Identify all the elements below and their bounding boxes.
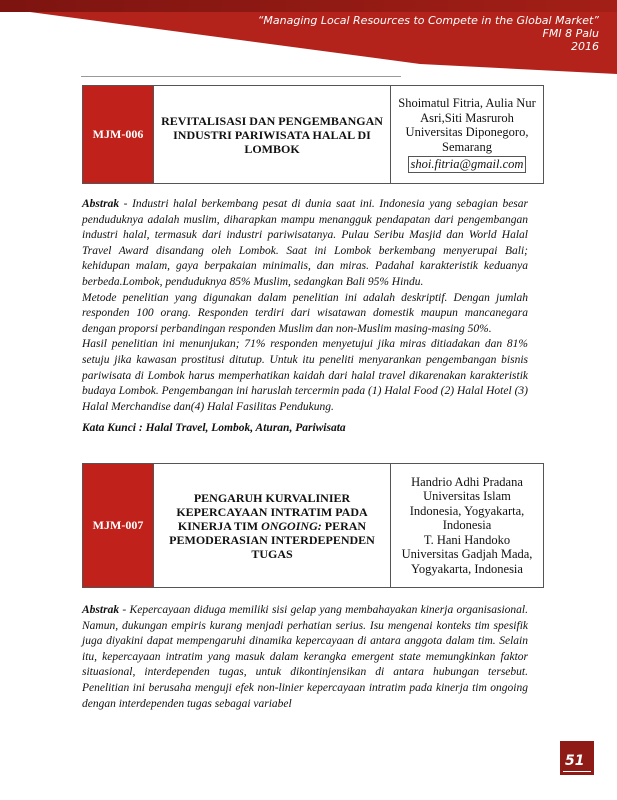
author-affiliation: Universitas Gadjah Mada, Yogyakarta, Indonesia [401,547,533,576]
page-number-badge [560,741,594,775]
conference-header [258,14,599,53]
paper-info-table-mjm-006 [82,85,544,184]
author-affiliation: Universitas Islam Indonesia, Yogyakarta, Indonesia [409,489,525,533]
paper-code: MJM-007 [83,464,154,588]
paper-info-table-mjm-007 [82,463,544,588]
author-affiliation: Universitas Diponegoro, Semarang [405,125,529,154]
abstract-mjm-006 [82,197,528,415]
abstract-label: Abstrak [82,198,120,210]
author-name: Handrio Adhi Pradana [411,474,523,489]
paper-authors [391,464,544,588]
conference-event: FMI 8 Palu [542,27,599,40]
author-names: Shoimatul Fitria, Aulia Nur Asri,Siti Masruroh [398,96,536,125]
author-name: T. Hani Handoko [423,532,511,547]
paper-title: REVITALISASI DAN PENGEMBANGAN INDUSTRI PARIWISATA HALAL DI LOMBOK [154,86,391,184]
abstract-paragraph: - Kepercayaan diduga memiliki sisi gelap yang membahayakan kinerja organisasional. Namun, dukungan empiris kurang menjadi perhatian serius. Isu mengenai konteks tim spesifik juga diyakini dapat mempengaruhi dinamika kepercayaan di antara anggota dalam tim. Selain itu, kepercayaan intratim yang masuk dalam kerangka emergent state memungkinkan faktor situasional, interdependen tugas, untuk dikontinjensikan di antara hubungan tersebut. Penelitian ini berusaha menguji efek non-linier kepercayaan intratim pada kinerja tim ongoing dengan interdependen tugas sebagai variabel [82,604,528,710]
header-banner-strip [0,0,617,12]
conference-year: 2016 [571,40,599,53]
header-rule [81,76,401,77]
abstract-paragraph: Metode penelitian yang digunakan dalam penelitian ini adalah deskriptif. Dengan jumlah responden 100 orang. Responden terdiri dari wisatawan domestik maupun mancanegara dengan proporsi perbandingan responden Muslim dan non-Muslim masing-masing 50%. [82,291,528,335]
author-email[interactable]: shoi.fitria@gmail.com [408,156,527,173]
keywords-mjm-006: Kata Kunci : Halal Travel, Lombok, Aturan, Pariwisata [82,422,346,434]
paper-authors [391,86,544,184]
conference-theme: “Managing Local Resources to Compete in the Global Market” [257,14,599,27]
abstract-mjm-007 [82,603,528,712]
paper-title: PENGARUH KURVALINIER KEPERCAYAAN INTRATIM PADA KINERJA TIM ONGOING: PERAN PEMODERASIAN INTERDEPENDEN TUGAS [154,464,391,588]
paper-code: MJM-006 [83,86,154,184]
abstract-label: Abstrak [82,604,120,616]
abstract-paragraph: Hasil penelitian ini menunjukan; 71% responden menyetujui jika miras ditiadakan dan 81% setuju jika kawasan prostitusi ditutup. Untuk itu peneliti menyarankan pengembangan bisnis pariwisata di Lombok harus memperhatikan kaidah dari halal travel dikarenakan karakteristik budaya Lombok. Pengembangan ini haruslah tercermin pada (1) Halal Food (2) Halal Hotel (3) Halal Merchandise dan(4) Halal Fasilitas Pendukung. [82,338,528,413]
abstract-paragraph: - Industri halal berkembang pesat di dunia saat ini. Indonesia yang sebagian besar penduduknya adalah muslim, diharapkan mampu menangguk pendapatan dari pengembangan industri halal, termasuk dari industri pariwisatanya. Pulau Seribu Masjid dan World Halal Travel Award disandang oleh Lombok. Saat ini Lombok berkembang menyerupai Bali; kehidupan malam, gaya berpakaian minimalis, dan miras. Padahal karakteristik keduanya berbeda.Lombok, penduduknya 85% Muslim, sedangkan Bali 95% Hindu. [82,198,528,288]
page-number: 51 [565,753,585,769]
